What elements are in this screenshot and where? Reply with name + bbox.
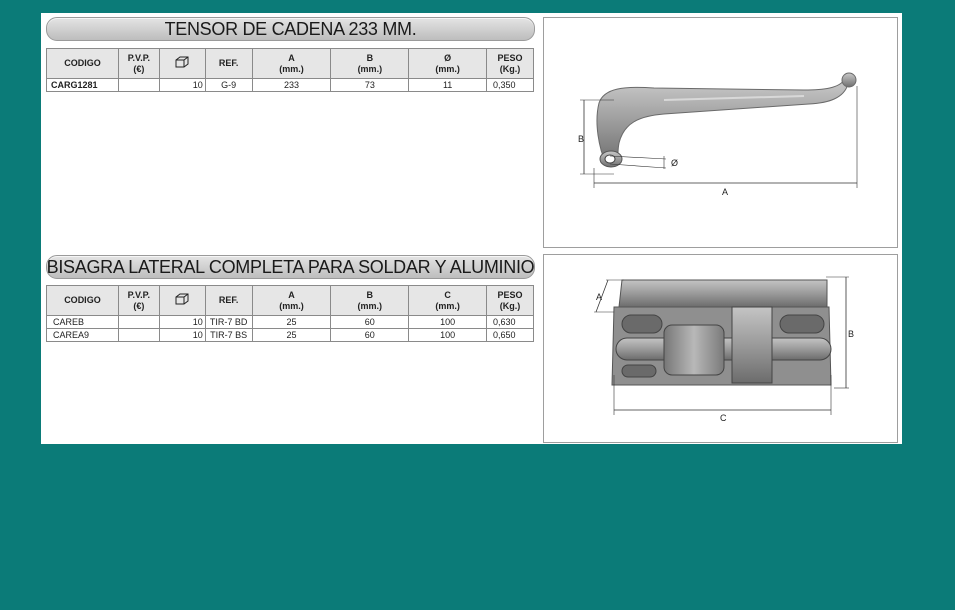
dim-label-b: B (848, 329, 855, 339)
col-header: REF. (205, 286, 252, 316)
cell-b: 73 (331, 79, 409, 92)
col-header: Ø (mm.) (409, 49, 487, 79)
col-header: B (mm.) (331, 49, 409, 79)
col-header: CODIGO (47, 286, 119, 316)
cell-a: 25 (252, 316, 331, 329)
product-title: BISAGRA LATERAL COMPLETA PARA SOLDAR Y ALUMINIO (46, 255, 535, 279)
product-title: TENSOR DE CADENA 233 MM. (46, 17, 535, 41)
dim-label-a: A (596, 292, 603, 302)
cell-ref: TIR-7 BD (205, 316, 252, 329)
col-header: CODIGO (47, 49, 119, 79)
bisagra-diagram (544, 255, 897, 442)
col-header: REF. (205, 49, 252, 79)
product-image-tensor (543, 17, 898, 248)
cell-b: 60 (331, 329, 409, 342)
cell-c: 100 (409, 316, 487, 329)
cell-pvp (118, 79, 159, 92)
cell-peso: 0,630 (487, 316, 534, 329)
col-header (159, 286, 205, 316)
cell-units: 10 (159, 316, 205, 329)
table-row (47, 329, 534, 342)
box-icon (174, 292, 190, 306)
dim-label-b: B (578, 134, 585, 144)
cell-codigo: CAREA9 (47, 329, 119, 342)
cell-units: 10 (159, 79, 205, 92)
cell-ref: G-9 (205, 79, 252, 92)
cell-c: 11 (409, 79, 487, 92)
cell-ref: TIR-7 BS (205, 329, 252, 342)
cell-units: 10 (159, 329, 205, 342)
cell-codigo: CAREB (47, 316, 119, 329)
cell-pvp (118, 316, 159, 329)
col-header: C (mm.) (409, 286, 487, 316)
spec-table (46, 285, 534, 342)
col-header: A (mm.) (252, 286, 331, 316)
cell-c: 100 (409, 329, 487, 342)
col-header: PESO (Kg.) (487, 286, 534, 316)
table-row (47, 79, 534, 92)
table-header-row (47, 286, 534, 316)
box-icon (174, 55, 190, 69)
col-header: A (mm.) (252, 49, 331, 79)
dim-label-a: A (722, 187, 729, 197)
cell-a: 233 (252, 79, 331, 92)
cell-a: 25 (252, 329, 331, 342)
dim-label-diameter: Ø (671, 158, 679, 168)
cell-codigo: CARG1281 (47, 79, 119, 92)
catalog-sheet (41, 13, 902, 444)
col-header: P.V.P. (€) (118, 286, 159, 316)
col-header (159, 49, 205, 79)
table-row (47, 316, 534, 329)
product-image-bisagra (543, 254, 898, 443)
cell-pvp (118, 329, 159, 342)
table-header-row (47, 49, 534, 79)
col-header: P.V.P. (€) (118, 49, 159, 79)
cell-peso: 0,350 (487, 79, 534, 92)
cell-peso: 0,650 (487, 329, 534, 342)
cell-b: 60 (331, 316, 409, 329)
col-header: B (mm.) (331, 286, 409, 316)
col-header: PESO (Kg.) (487, 49, 534, 79)
tensor-diagram (544, 18, 897, 247)
spec-table (46, 48, 534, 92)
dim-label-c: C (720, 413, 727, 423)
